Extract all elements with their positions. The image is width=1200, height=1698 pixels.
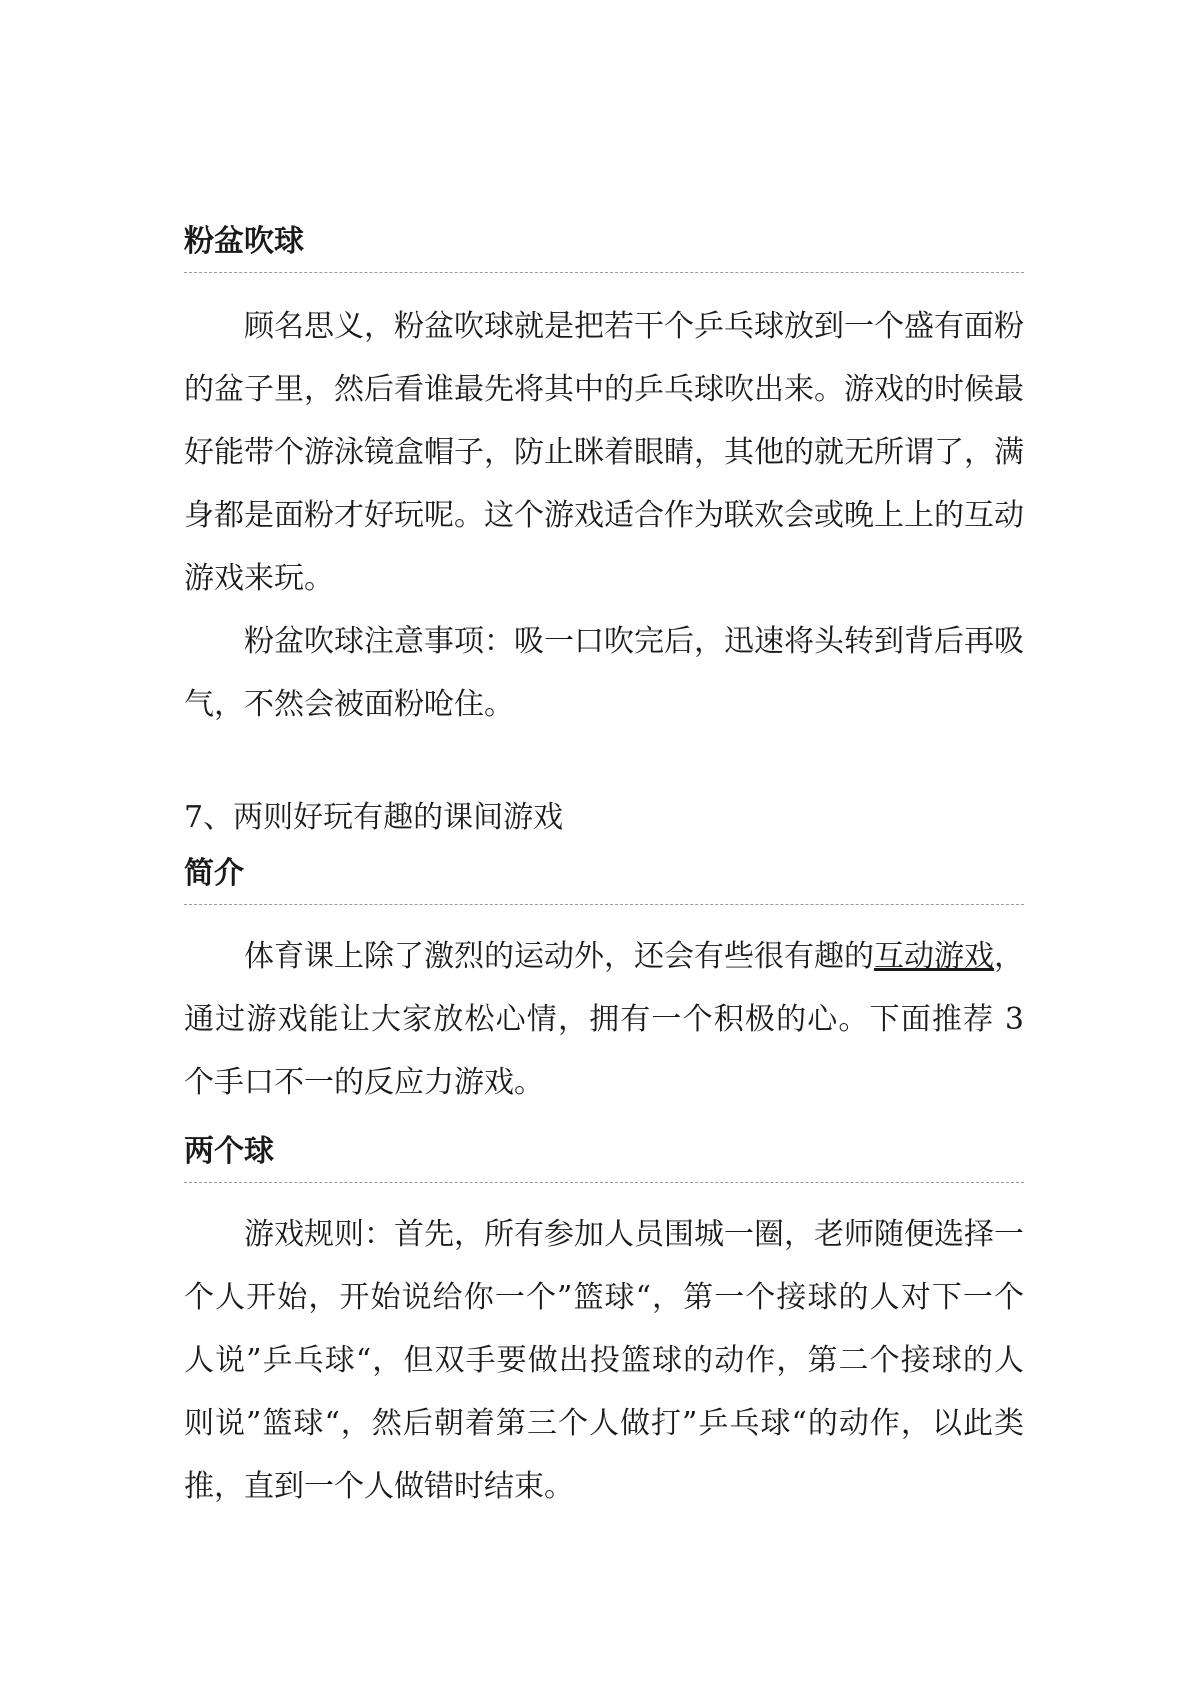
paragraph-intro (184, 925, 1024, 1114)
paragraph-fenpen-notes: 粉盆吹球注意事项：吸一口吹完后，迅速将头转到背后再吸气，不然会被面粉呛住。 (184, 624, 1024, 722)
section-heading-two-balls: 两个球 (184, 1132, 1024, 1183)
section-heading-intro: 简介 (184, 854, 1024, 905)
document-page (184, 222, 1024, 1518)
intro-text-before: 体育课上除了激烈的运动外，还会有些很有趣的 (244, 939, 874, 974)
interactive-games-link[interactable]: 互动游戏 (874, 939, 994, 974)
section-heading-fenpen: 粉盆吹球 (184, 222, 1024, 273)
paragraph-fenpen-description: 顾名思义，粉盆吹球就是把若干个乒乓球放到一个盛有面粉的盆子里，然后看谁最先将其中的乒乓球吹出来。游戏的时候最好能带个游泳镜盒帽子，防止眯着眼睛，其他的就无所谓了，满身都是面粉才好玩呢。这个游戏适合作为联欢会或晚上上的互动游戏来玩。 (184, 309, 1024, 596)
paragraph-two-balls-rules: 游戏规则：首先，所有参加人员围城一圈，老师随便选择一个人开始，开始说给你一个”篮球“，第一个接球的人对下一个人说”乒乓球“，但双手要做出投篮球的动作，第二个接球的人则说”篮球“，然后朝着第三个人做打”乒乓球“的动作，以此类推，直到一个人做错时结束。 (184, 1217, 1024, 1504)
section-title-games: 7、两则好玩有趣的课间游戏 (184, 800, 564, 835)
intro-text-after: ，通过游戏能让大家放松心情，拥有一个积极的心。下面推荐 3 个手口不一的反应力游戏。 (184, 939, 1024, 1100)
